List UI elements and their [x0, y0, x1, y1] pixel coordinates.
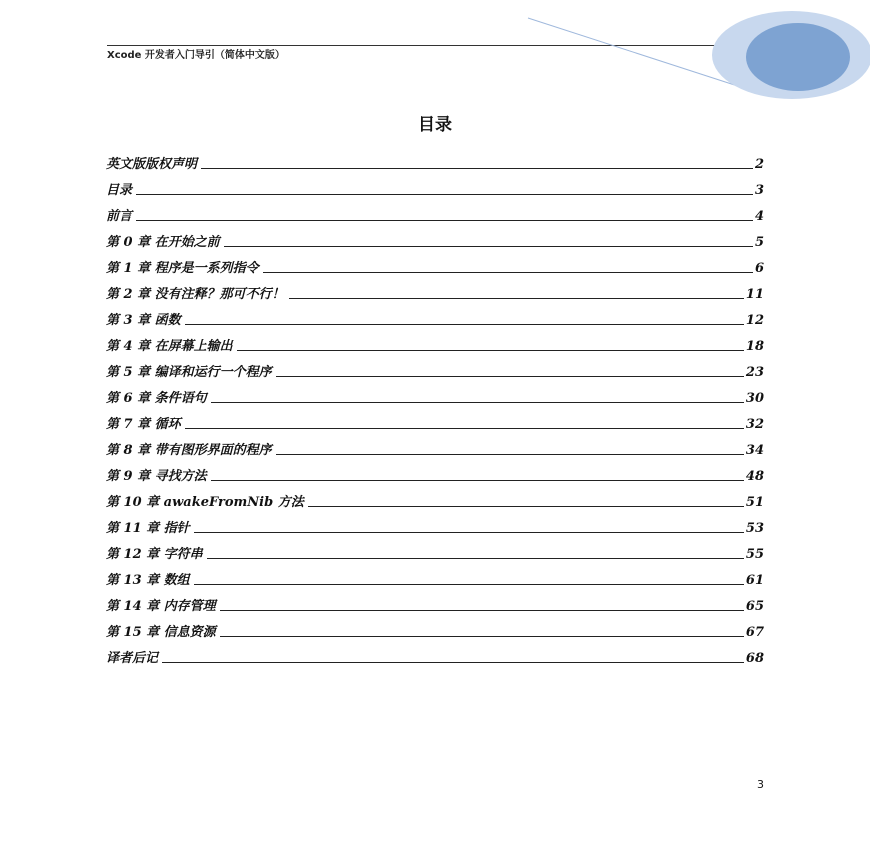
toc-entry-label: 第 8 章 带有图形界面的程序: [106, 443, 272, 458]
toc-leader-line: [136, 220, 753, 221]
toc-leader-line: [220, 610, 744, 611]
toc-leader-line: [276, 376, 744, 377]
toc-entry[interactable]: [106, 302, 764, 328]
toc-entry[interactable]: [106, 562, 764, 588]
toc-entry-page: 55: [745, 547, 764, 562]
toc-leader-line: [308, 506, 744, 507]
toc-entry-page: 23: [745, 365, 764, 380]
toc-entry-label: 第 11 章 指针: [106, 521, 190, 536]
toc-entry[interactable]: [106, 380, 764, 406]
toc-entry-page: 3: [754, 183, 764, 198]
toc-entry[interactable]: [106, 484, 764, 510]
toc-entry-page: 30: [745, 391, 764, 406]
running-header: Xcode 开发者入门导引（简体中文版）: [107, 50, 285, 61]
toc-entry[interactable]: [106, 510, 764, 536]
toc-entry[interactable]: [106, 458, 764, 484]
toc-entry-page: 65: [745, 599, 764, 614]
toc-leader-line: [220, 636, 744, 637]
toc-entry[interactable]: [106, 614, 764, 640]
toc-leader-line: [276, 454, 744, 455]
toc-entry-page: 51: [745, 495, 764, 510]
toc-entry-label: 第 14 章 内存管理: [106, 599, 216, 614]
toc-entry-page: 12: [745, 313, 764, 328]
toc-entry-page: 6: [754, 261, 764, 276]
toc-leader-line: [136, 194, 753, 195]
toc-entry-page: 4: [754, 209, 764, 224]
toc-entry[interactable]: [106, 146, 764, 172]
table-of-contents: [106, 146, 764, 666]
toc-entry[interactable]: [106, 354, 764, 380]
toc-entry-page: 32: [745, 417, 764, 432]
toc-entry-label: 第 7 章 循环: [106, 417, 181, 432]
toc-entry[interactable]: [106, 536, 764, 562]
toc-leader-line: [194, 532, 744, 533]
toc-entry[interactable]: [106, 432, 764, 458]
toc-entry-label: 第 3 章 函数: [106, 313, 181, 328]
toc-entry[interactable]: [106, 224, 764, 250]
toc-leader-line: [185, 324, 744, 325]
toc-leader-line: [237, 350, 744, 351]
toc-leader-line: [162, 662, 744, 663]
toc-entry[interactable]: [106, 328, 764, 354]
toc-entry-page: 48: [745, 469, 764, 484]
toc-entry-label: 第 12 章 字符串: [106, 547, 203, 562]
toc-entry-label: 第 15 章 信息资源: [106, 625, 216, 640]
toc-entry-label: 第 5 章 编译和运行一个程序: [106, 365, 272, 380]
page-number: 3: [757, 778, 764, 791]
toc-entry[interactable]: [106, 406, 764, 432]
toc-leader-line: [263, 272, 753, 273]
toc-entry-label: 第 6 章 条件语句: [106, 391, 207, 406]
toc-entry-page: 68: [745, 651, 764, 666]
toc-entry-label: 第 13 章 数组: [106, 573, 190, 588]
toc-entry[interactable]: [106, 250, 764, 276]
toc-entry-page: 18: [745, 339, 764, 354]
toc-entry[interactable]: [106, 276, 764, 302]
toc-entry-label: 第 4 章 在屏幕上输出: [106, 339, 233, 354]
corner-decoration: [520, 0, 870, 110]
toc-entry[interactable]: [106, 588, 764, 614]
toc-entry-page: 61: [745, 573, 764, 588]
toc-entry[interactable]: [106, 198, 764, 224]
toc-entry-label: 第 9 章 寻找方法: [106, 469, 207, 484]
toc-entry-page: 5: [754, 235, 764, 250]
toc-leader-line: [224, 246, 753, 247]
toc-entry[interactable]: [106, 172, 764, 198]
toc-entry-label: 第 2 章 没有注释？那可不行！: [106, 287, 285, 302]
toc-entry-page: 34: [745, 443, 764, 458]
toc-entry[interactable]: [106, 640, 764, 666]
toc-leader-line: [207, 558, 744, 559]
toc-entry-page: 53: [745, 521, 764, 536]
toc-entry-label: 译者后记: [106, 651, 159, 666]
toc-leader-line: [211, 402, 744, 403]
toc-entry-page: 11: [745, 287, 764, 302]
toc-leader-line: [289, 298, 744, 299]
toc-leader-line: [201, 168, 753, 169]
toc-leader-line: [194, 584, 744, 585]
toc-entry-label: 英文版版权声明: [106, 157, 198, 172]
toc-entry-label: 第 10 章 awakeFromNib 方法: [106, 495, 304, 510]
toc-entry-label: 目录: [106, 183, 133, 198]
toc-entry-label: 前言: [106, 209, 133, 224]
toc-leader-line: [185, 428, 744, 429]
toc-leader-line: [211, 480, 744, 481]
toc-entry-page: 67: [745, 625, 764, 640]
toc-entry-label: 第 1 章 程序是一系列指令: [106, 261, 259, 276]
toc-entry-label: 第 0 章 在开始之前: [106, 235, 220, 250]
toc-entry-page: 2: [754, 157, 764, 172]
toc-title: 目录: [418, 115, 452, 135]
